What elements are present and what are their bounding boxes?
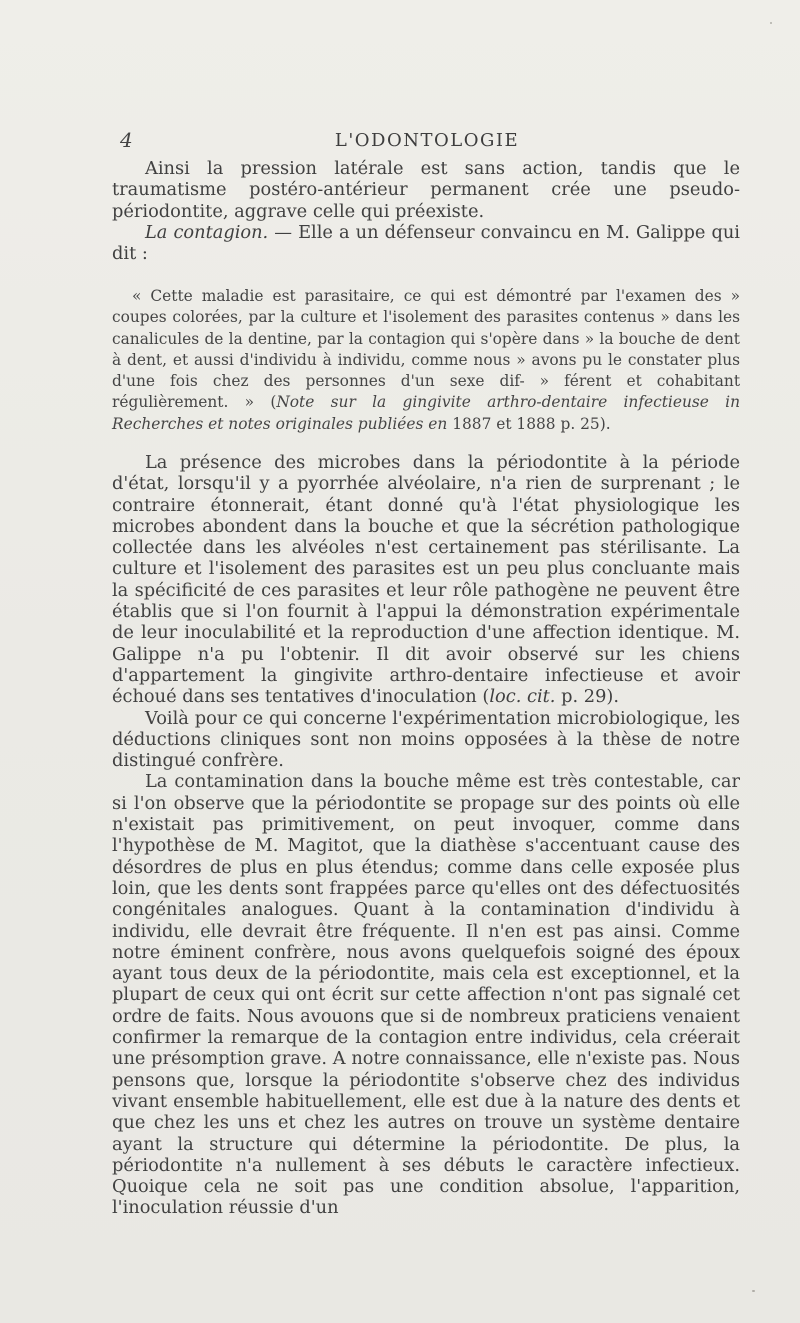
section-heading-contagion: La contagion. xyxy=(145,221,269,243)
paper-speck xyxy=(770,22,772,24)
microbes-text-end: p. 29). xyxy=(555,686,620,708)
contagion-intro: — Elle a un défenseur convaincu en M. Galippe qui dit : xyxy=(112,221,740,265)
intro-text xyxy=(112,158,740,264)
quote-paragraph xyxy=(112,286,740,435)
paper-speck xyxy=(752,1290,755,1292)
running-title: L'ODONTOLOGIE xyxy=(334,130,520,151)
page-header xyxy=(112,128,742,152)
quote-reference-end: 1887 et 1888 p. 25). xyxy=(447,414,611,433)
microbes-text: La présence des microbes dans la périodontite à la période d'état, lorsqu'il y a pyorrhée alvéolaire, n'a rien de surprenant ; le contraire étonnerait, étant donné qu'à l'état physiologique les microbes abondent dans la bouche et que la sécrétion pathologique collectée dans les alvéoles n'est certainement pas stérilisante. La culture et l'isolement des parasites est un peu plus concluante mais la spécificité de ces parasites et leur rôle pathogène ne peuvent être établis que si l'on fournit à l'appui la démonstration expérimentale de leur inoculabilité et la reproduction d'une affection identique. M. Galippe n'a pu l'obtenir. Il dit avoir observé sur les chiens d'appartement la gingivite arthro-dentaire infectieuse et avoir échoué dans ses tentatives d'inoculation ( xyxy=(112,452,740,708)
page-number: 4 xyxy=(120,128,133,152)
paragraph-pressure: Ainsi la pression latérale est sans action, tandis que le traumatisme postéro-antérieur permanent crée une pseudo-périodontite, aggrave celle qui préexiste. xyxy=(112,158,740,222)
galippe-quote xyxy=(112,286,740,435)
quote-reference-title: Note sur la gingivite arthro-dentaire infectieuse in Recherches et notes originales publiées en xyxy=(112,393,740,433)
loc-cit: loc. cit. xyxy=(489,686,556,708)
paragraph-contagion xyxy=(112,222,740,265)
paragraph-contamination: La contamination dans la bouche même est très contestable, car si l'on observe que la périodontite se propage sur des points où elle n'existait pas primitivement, on peut invoquer, comme dans l'hypothèse de M. Magitot, que la diathèse s'accentuant cause des désordres de plus en plus étendus; comme dans celle exposée plus loin, que les dents sont frappées parce qu'elles ont des défectuosités congénitales analogues. Quant à la contamination d'individu à individu, elle devrait être fréquente. Il n'en est pas ainsi. Comme notre éminent confrère, nous avons quelquefois soigné des époux ayant tous deux de la périodontite, mais cela est exceptionnel, et la plupart de ceux qui ont écrit sur cette affection n'ont pas signalé cet ordre de faits. Nous avouons que si de nombreux praticiens venaient confirmer la remarque de la contagion entre individus, cela créerait une présomption grave. A notre connaissance, elle n'existe pas. Nous pensons que, lorsque la périodontite s'observe chez des individus vivant ensemble habituellement, elle est due à la nature des dents et que chez les uns et chez les autres on trouve un système dentaire ayant la structure qui détermine la périodontite. De plus, la périodontite n'a nullement à ses débuts le caractère infectieux. Quoique cela ne soit pas une condition absolue, l'apparition, l'inoculation réussie d'un xyxy=(112,771,740,1219)
paragraph-microbes xyxy=(112,452,740,708)
main-text xyxy=(112,452,740,1219)
quote-text: « Cette maladie est parasitaire, ce qui est démontré par l'examen des » coupes colorées, par la culture et l'isolement des parasites contenus » dans les canalicules de la dentine, par la contagion qui s'opère dans » la bouche de dent à dent, et aussi d'individu à individu, comme nous » avons pu le constater plus d'une fois chez des personnes d'un sexe dif- » férent et cohabitant régulièrement. » ( xyxy=(112,287,740,412)
paragraph-experimentation: Voilà pour ce qui concerne l'expérimentation microbiologique, les déductions cliniques sont non moins opposées à la thèse de notre distingué confrère. xyxy=(112,707,740,772)
